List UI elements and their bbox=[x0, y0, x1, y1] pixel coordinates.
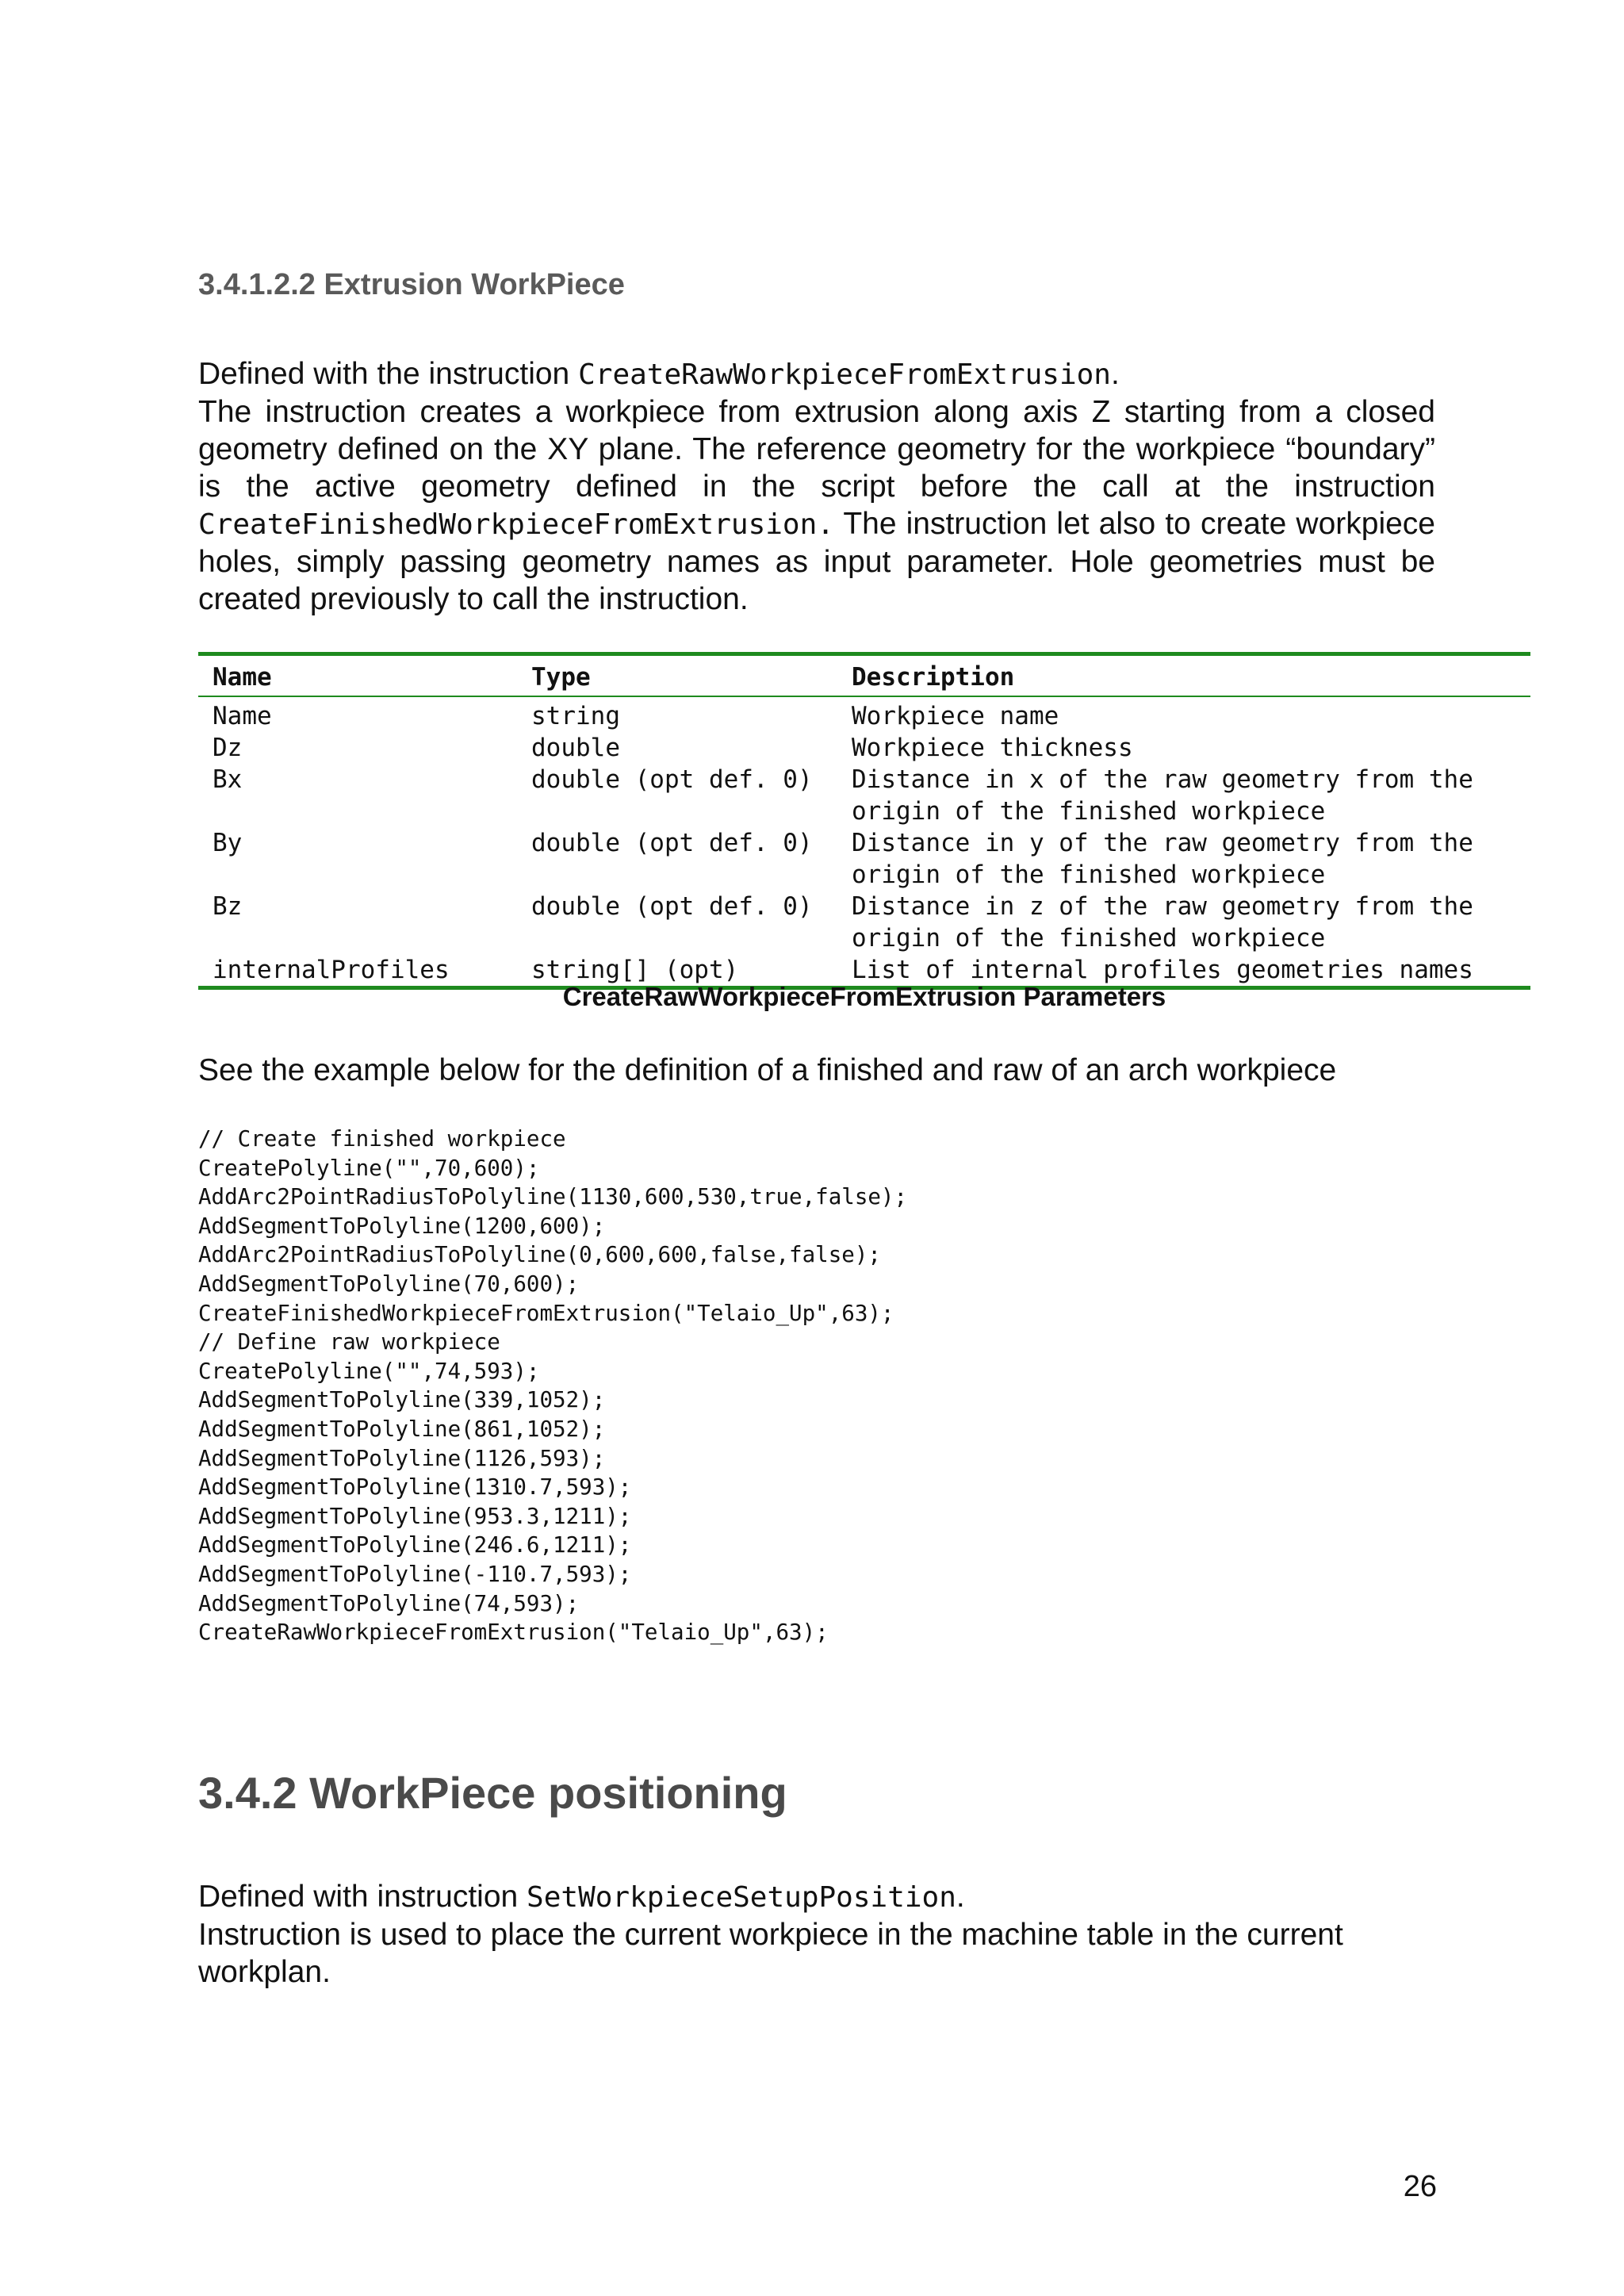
header-description: Description bbox=[837, 654, 1530, 697]
cell-type: string bbox=[531, 702, 620, 730]
header-name: Name bbox=[198, 654, 517, 697]
table-row bbox=[198, 764, 1530, 827]
intro-prefix: Defined with the instruction bbox=[198, 357, 579, 391]
code-line: // Create finished workpiece bbox=[198, 1126, 566, 1152]
cell-description: Distance in z of the raw geometry from the origin of the finished workpiece bbox=[852, 892, 1473, 953]
header-type: Type bbox=[517, 654, 837, 697]
section2-paragraph bbox=[198, 1878, 1435, 1991]
section-heading: 3.4.1.2.2 Extrusion WorkPiece bbox=[198, 268, 625, 301]
section2-body: Instruction is used to place the current workpiece in the machine table in the current workplan. bbox=[198, 1918, 1343, 1989]
code-line: AddSegmentToPolyline(-110.7,593); bbox=[198, 1561, 632, 1587]
cell-name: internalProfiles bbox=[198, 954, 517, 988]
code-line: CreateFinishedWorkpieceFromExtrusion("Telaio_Up",63); bbox=[198, 1300, 894, 1326]
cell-type: string[] (opt) bbox=[517, 954, 837, 988]
code-line: AddSegmentToPolyline(1126,593); bbox=[198, 1445, 606, 1471]
intro-suffix: . bbox=[1110, 357, 1120, 391]
table-row bbox=[198, 696, 1530, 732]
table-row bbox=[198, 891, 1530, 954]
cell-description: Workpiece thickness bbox=[852, 734, 1133, 762]
example-intro: See the example below for the definition of a finished and raw of an arch workpiece bbox=[198, 1053, 1337, 1087]
cell-type: double (opt def. 0) bbox=[531, 765, 813, 794]
cell-type: double bbox=[531, 734, 620, 762]
cell-description: List of internal profiles geometries names bbox=[837, 954, 1530, 988]
code-line: CreateRawWorkpieceFromExtrusion("Telaio_Up",63); bbox=[198, 1619, 829, 1646]
code-line: CreatePolyline("",74,593); bbox=[198, 1358, 540, 1384]
page-number: 26 bbox=[1403, 2170, 1437, 2203]
cell-name: Dz bbox=[213, 734, 243, 762]
table-row bbox=[198, 732, 1530, 764]
table-header-row bbox=[198, 654, 1530, 697]
code-line: AddSegmentToPolyline(1310.7,593); bbox=[198, 1474, 632, 1501]
code-line: AddSegmentToPolyline(1200,600); bbox=[198, 1213, 606, 1239]
parameters-table bbox=[198, 652, 1530, 990]
section2-suffix: . bbox=[956, 1880, 965, 1914]
body-text-a: The instruction creates a workpiece from extrusion along axis Z starting from a closed geometry defined on the XY plane. The reference geometry for the workpiece “boundary” is the active geometry defined in the script before the call at the instruction bbox=[198, 395, 1435, 504]
cell-name: Bz bbox=[213, 892, 243, 921]
table-caption: CreateRawWorkpieceFromExtrusion Parameters bbox=[562, 982, 1166, 1011]
cell-description: Distance in y of the raw geometry from the origin of the finished workpiece bbox=[852, 829, 1473, 889]
cell-name: By bbox=[213, 829, 243, 857]
cell-name: Name bbox=[213, 702, 272, 730]
code-line: // Define raw workpiece bbox=[198, 1329, 500, 1355]
cell-description: Workpiece name bbox=[852, 702, 1059, 730]
code-line: AddSegmentToPolyline(74,593); bbox=[198, 1590, 580, 1616]
section2-code: SetWorkpieceSetupPosition bbox=[527, 1881, 956, 1914]
code-line: AddSegmentToPolyline(70,600); bbox=[198, 1271, 580, 1297]
section2-heading: 3.4.2 WorkPiece positioning bbox=[198, 1768, 787, 1818]
section2-prefix: Defined with instruction bbox=[198, 1880, 527, 1914]
cell-type: double (opt def. 0) bbox=[531, 829, 813, 857]
table-row bbox=[198, 827, 1530, 891]
body-text-b: The instruction let also to create workpiece holes, simply passing geometry names as input parameter. Hole geometries must be created previously to call the instruction. bbox=[198, 507, 1435, 616]
code-block bbox=[198, 1125, 1467, 1647]
cell-description: Distance in x of the raw geometry from the origin of the finished workpiece bbox=[852, 765, 1473, 826]
code-line: AddSegmentToPolyline(953.3,1211); bbox=[198, 1503, 632, 1529]
intro-code: CreateRawWorkpieceFromExtrusion bbox=[578, 358, 1111, 391]
code-line: AddSegmentToPolyline(339,1052); bbox=[198, 1387, 606, 1413]
code-line: AddArc2PointRadiusToPolyline(1130,600,530,true,false); bbox=[198, 1184, 908, 1210]
body-code: CreateFinishedWorkpieceFromExtrusion. bbox=[198, 508, 834, 541]
code-line: CreatePolyline("",70,600); bbox=[198, 1155, 540, 1181]
cell-type: double (opt def. 0) bbox=[531, 892, 813, 921]
intro-paragraph bbox=[198, 355, 1435, 618]
cell-name: Bx bbox=[213, 765, 243, 794]
code-line: AddSegmentToPolyline(861,1052); bbox=[198, 1416, 606, 1442]
code-line: AddSegmentToPolyline(246.6,1211); bbox=[198, 1532, 632, 1558]
code-line: AddArc2PointRadiusToPolyline(0,600,600,false,false); bbox=[198, 1242, 881, 1268]
